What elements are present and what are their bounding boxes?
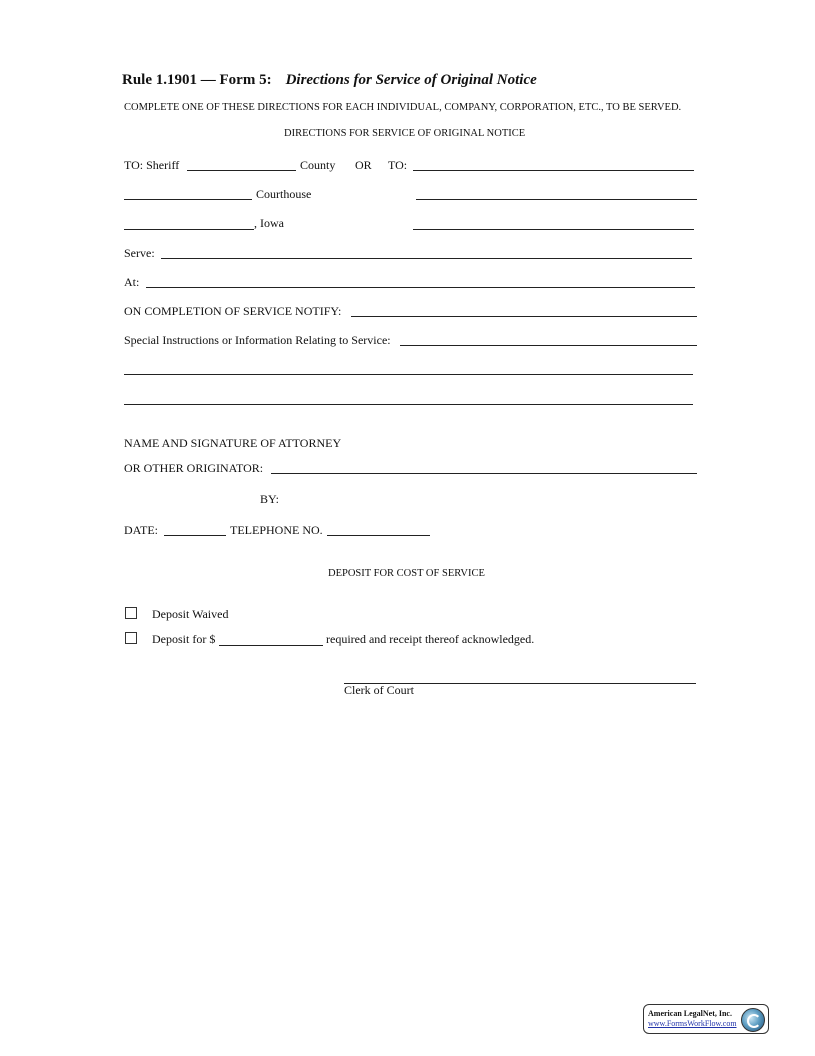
rule-label: Rule 1.1901 — Form 5: (122, 72, 272, 88)
form-name: Directions for Service of Original Notice (285, 72, 537, 88)
telephone-label: TELEPHONE NO. (230, 523, 323, 537)
to-sheriff-label: TO: Sheriff (124, 158, 180, 172)
section-title: DIRECTIONS FOR SERVICE OF ORIGINAL NOTICE (284, 128, 526, 139)
globe-logo-icon (741, 1008, 765, 1032)
instruction-text: COMPLETE ONE OF THESE DIRECTIONS FOR EACH INDIVIDUAL, COMPANY, CORPORATION, ETC., TO BE SERVED. (124, 102, 682, 113)
form-title (122, 72, 537, 89)
courthouse-label: Courthouse (256, 187, 312, 201)
deposit-for-label: Deposit for $ (152, 632, 216, 646)
courthouse-field[interactable] (124, 199, 252, 200)
iowa-label: , Iowa (254, 216, 284, 230)
special-instructions-field-2[interactable] (124, 374, 693, 375)
to-address-field-1[interactable] (416, 199, 697, 200)
deposit-waived-checkbox[interactable] (125, 607, 137, 619)
or-label: OR (355, 158, 372, 172)
deposit-amount-field[interactable] (219, 645, 323, 646)
date-label: DATE: (124, 523, 158, 537)
at-label: At: (124, 275, 140, 289)
attorney-label-line2: OR OTHER ORIGINATOR: (124, 461, 264, 475)
publisher-badge (643, 1004, 769, 1034)
date-field[interactable] (164, 535, 226, 536)
sheriff-county-field[interactable] (187, 170, 296, 171)
publisher-url-link[interactable]: www.FormsWorkFlow.com (648, 1019, 737, 1028)
deposit-title: DEPOSIT FOR COST OF SERVICE (328, 568, 485, 579)
to-label: TO: (388, 158, 408, 172)
attorney-label-line1: NAME AND SIGNATURE OF ATTORNEY (124, 436, 342, 450)
special-instructions-field-1[interactable] (400, 345, 697, 346)
deposit-amount-checkbox[interactable] (125, 632, 137, 644)
notify-label: ON COMPLETION OF SERVICE NOTIFY: (124, 304, 342, 318)
notify-field[interactable] (351, 316, 697, 317)
to-address-field-2[interactable] (413, 229, 694, 230)
publisher-name: American LegalNet, Inc. (648, 1009, 732, 1018)
to-recipient-field[interactable] (413, 170, 694, 171)
at-field[interactable] (146, 287, 695, 288)
by-label: BY: (260, 492, 279, 506)
deposit-waived-label: Deposit Waived (152, 607, 229, 621)
clerk-label: Clerk of Court (344, 683, 414, 697)
special-instructions-field-3[interactable] (124, 404, 693, 405)
serve-field[interactable] (161, 258, 692, 259)
special-instructions-label: Special Instructions or Information Relating to Service: (124, 333, 391, 347)
attorney-signature-field[interactable] (271, 473, 697, 474)
telephone-field[interactable] (327, 535, 430, 536)
deposit-required-label: required and receipt thereof acknowledged. (326, 632, 535, 646)
serve-label: Serve: (124, 246, 155, 260)
city-field[interactable] (124, 229, 254, 230)
county-label: County (300, 158, 336, 172)
